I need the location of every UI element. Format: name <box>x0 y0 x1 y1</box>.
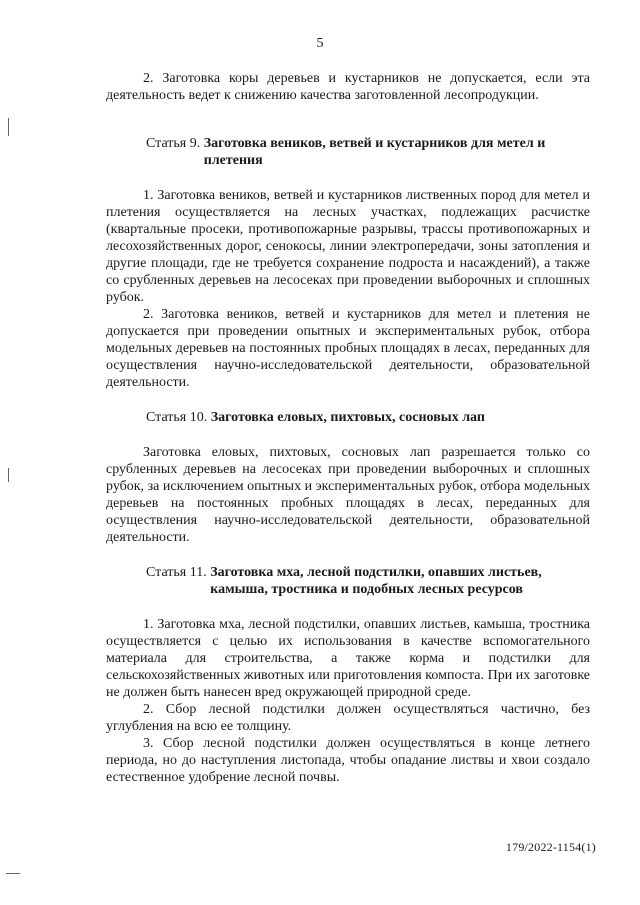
document-body <box>106 70 590 786</box>
article-9-paragraph-2: 2. Заготовка веников, ветвей и кустарников для метел и плетения не допускается при проведении опытных и экспериментальных рубок, отбора модельных деревьев на постоянных пробных площадях в лесах, переданных для осуществления научно-исследовательской деятельности, образовательной деятельности. <box>106 307 590 390</box>
article-11-paragraph-2: 2. Сбор лесной подстилки должен осуществляться частично, без углубления на всю ее толщину. <box>106 702 590 734</box>
scan-mark-bottom <box>6 873 20 874</box>
article-11-heading: Заготовка мха, лесной подстилки, опавших листьев, камыша, тростника и подобных лесных ресурсов <box>210 565 542 597</box>
article-11-title <box>106 564 590 598</box>
scan-mark-left-lower <box>8 468 9 482</box>
page-number: 5 <box>316 36 324 51</box>
article-10-heading: Заготовка еловых, пихтовых, сосновых лап <box>210 410 485 425</box>
article-10 <box>106 409 590 546</box>
article-10-paragraph-1: Заготовка еловых, пихтовых, сосновых лап разрешается только со срубленных деревьев на лесосеках при проведении выборочных и сплошных рубок, за исключением опытных и экспериментальных рубок, отбора модельных деревьев на постоянных пробных площадях в лесах, переданных для осуществления научно-исследовательской деятельности, образовательной деятельности. <box>106 445 590 545</box>
article-9-heading: Заготовка веников, ветвей и кустарников для метел и плетения <box>203 136 546 168</box>
article-11-label: Статья 11. <box>146 565 207 580</box>
article-9-label: Статья 9. <box>146 136 201 151</box>
article-9-title <box>106 135 590 169</box>
article-11-paragraph-3: 3. Сбор лесной подстилки должен осуществляться в конце летнего периода, но до наступления листопада, чтобы опадание листвы и хвои создало естественное удобрение лесной почвы. <box>106 736 590 785</box>
article-9 <box>106 135 590 391</box>
intro-paragraph: 2. Заготовка коры деревьев и кустарников не допускается, если эта деятельность ведет к снижению качества заготовленной лесопродукции. <box>106 71 590 103</box>
article-9-paragraph-1: 1. Заготовка веников, ветвей и кустарников лиственных пород для метел и плетения осуществляется на лесных участках, подлежащих расчистке (квартальные просеки, противопожарные разрывы, трассы противопожарных и лесохозяйственных дорог, сенокосы, линии электропередачи, зоны затопления и другие площади, где не требуется сохранение подроста и насаждений), а также со срубленных деревьев на лесосеках при проведении выборочных и сплошных рубок. <box>106 188 590 305</box>
document-code: 179/2022-1154(1) <box>505 840 596 854</box>
scan-mark-left <box>8 118 9 136</box>
article-11 <box>106 564 590 786</box>
article-10-title <box>106 409 590 426</box>
article-10-label: Статья 10. <box>146 410 208 425</box>
article-11-paragraph-1: 1. Заготовка мха, лесной подстилки, опавших листьев, камыша, тростника осуществляется с целью их использования в качестве вспомогательного материала для строительства, а также корма и подстилки для сельскохозяйственных животных или приготовления компоста. При их заготовке не должен быть нанесен вред окружающей природной среде. <box>106 617 590 700</box>
